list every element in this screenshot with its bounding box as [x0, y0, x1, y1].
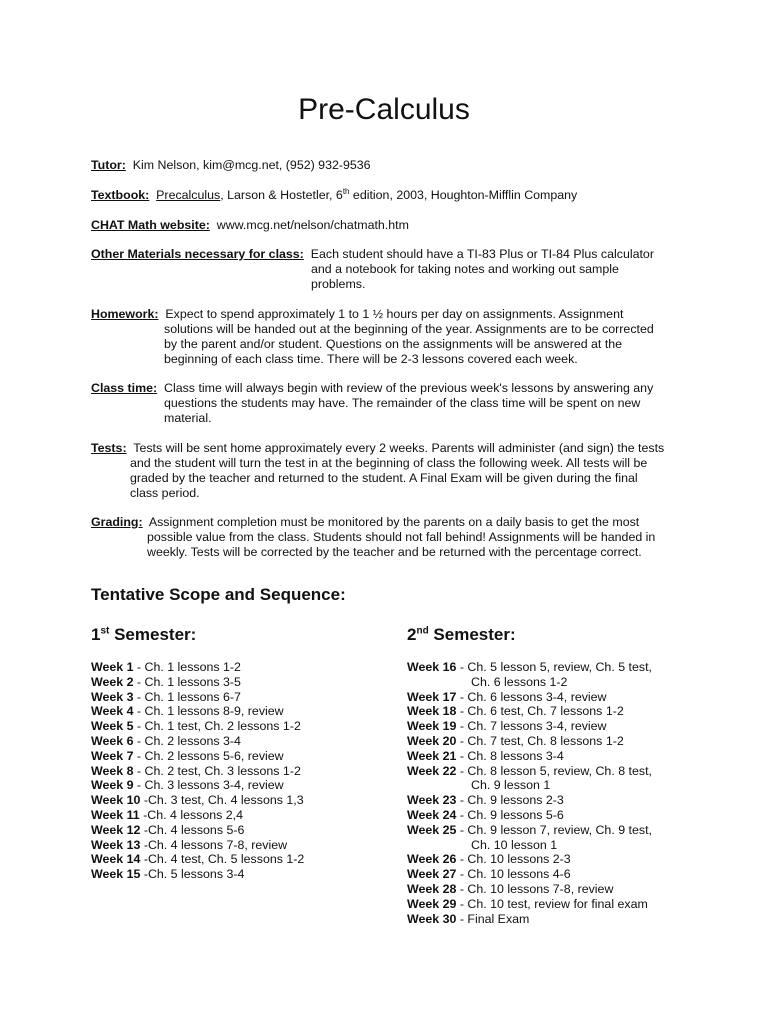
homework-line-4: beginning of each class time. There will be 2-3 lessons covered each week. — [164, 352, 578, 366]
tests-section — [91, 441, 731, 501]
classtime-line-1: Class time will always begin with review of the previous week's lessons by answering any — [164, 381, 654, 395]
homework-label: Homework: — [91, 307, 159, 321]
week-topics-continued: Ch. 9 lesson 1 — [471, 778, 551, 793]
week-label: Week 26 — [407, 852, 457, 867]
week-label: Week 4 — [91, 704, 134, 719]
week-topics: - Ch. 2 lessons 5-6, review — [133, 748, 284, 763]
week-topics: -Ch. 4 lessons 2,4 — [139, 807, 243, 822]
semester-1-week-list — [91, 660, 304, 882]
week-topics: - Ch. 6 lessons 3-4, review — [456, 689, 607, 704]
week-row — [407, 793, 652, 808]
semester-2-week-list — [407, 660, 652, 926]
tests-line-1: Tests will be sent home approximately every 2 weeks. Parents will administer (and sign) the tests — [133, 441, 665, 455]
week-row — [91, 852, 304, 867]
week-row — [91, 719, 304, 734]
week-label: Week 25 — [407, 822, 457, 837]
week-label: Week 3 — [91, 689, 134, 704]
chat-url: www.mcg.net/nelson/chatmath.htm — [216, 218, 409, 232]
week-row — [407, 912, 652, 927]
week-topics: - Ch. 9 lessons 5-6 — [456, 807, 564, 822]
week-row — [91, 808, 304, 823]
week-topics: - Ch. 10 lessons 2-3 — [456, 852, 571, 867]
week-topics: - Ch. 1 test, Ch. 2 lessons 1-2 — [133, 719, 301, 734]
week-label: Week 22 — [407, 763, 457, 778]
materials-label: Other Materials necessary for class: — [91, 247, 304, 261]
week-row — [91, 793, 304, 808]
week-label: Week 20 — [407, 733, 457, 748]
homework-section — [91, 307, 691, 367]
week-topics: - Ch. 2 test, Ch. 3 lessons 1-2 — [133, 763, 301, 778]
week-label: Week 12 — [91, 822, 141, 837]
week-topics: - Ch. 1 lessons 3-5 — [133, 674, 241, 689]
grading-line-2: possible value from the class. Students should not fall behind! Assignments will be handed in — [147, 530, 656, 544]
week-label: Week 29 — [407, 896, 457, 911]
textbook-line — [91, 188, 691, 203]
week-topics: - Ch. 1 lessons 6-7 — [133, 689, 241, 704]
week-topics: - Ch. 7 test, Ch. 8 lessons 1-2 — [456, 733, 624, 748]
week-label: Week 5 — [91, 719, 134, 734]
homework-line-1: Expect to spend approximately 1 to 1 ½ hours per day on assignments. Assignment — [165, 307, 624, 321]
semester-2-number: 2 — [407, 625, 417, 644]
week-label: Week 9 — [91, 778, 134, 793]
week-row — [91, 704, 304, 719]
classtime-line-2: questions the students may have. The remainder of the class time will be spent on new — [164, 396, 641, 410]
week-label: Week 17 — [407, 689, 457, 704]
week-topics: - Ch. 8 lessons 3-4 — [456, 748, 564, 763]
classtime-label: Class time: — [91, 381, 158, 395]
week-row — [407, 867, 652, 882]
week-row — [407, 749, 652, 764]
week-topics: -Ch. 3 test, Ch. 4 lessons 1,3 — [140, 793, 304, 808]
week-row — [407, 882, 652, 897]
week-row — [91, 823, 304, 838]
week-label: Week 24 — [407, 807, 457, 822]
tests-line-3: graded by the teacher and returned to the student. A Final Exam will be given during the final — [130, 471, 638, 485]
textbook-detail-b: edition, 2003, Houghton-Mifflin Company — [349, 188, 578, 202]
week-label: Week 16 — [407, 660, 457, 674]
week-label: Week 15 — [91, 867, 141, 882]
chat-line — [91, 218, 691, 233]
week-topics: - Ch. 9 lesson 7, review, Ch. 9 test, — [456, 822, 652, 837]
tests-line-2: and the student will turn the test in at the beginning of class the following week. All tests will be — [130, 456, 648, 470]
tutor-line — [91, 158, 691, 173]
week-row — [91, 734, 304, 749]
week-row — [407, 808, 652, 823]
classtime-section — [91, 381, 711, 426]
week-row — [91, 778, 304, 793]
grading-line-3: weekly. Tests will be corrected by the teacher and be returned with the percentage correct. — [147, 545, 642, 559]
week-label: Week 7 — [91, 748, 134, 763]
scope-heading: Tentative Scope and Sequence: — [91, 585, 346, 604]
week-topics: - Ch. 1 lessons 1-2 — [133, 660, 241, 674]
homework-line-2: solutions will be handed out at the beginning of the year. Assignments are to be corrected — [164, 322, 654, 336]
week-label: Week 30 — [407, 911, 457, 926]
page-title: Pre-Calculus — [298, 93, 470, 126]
week-row — [91, 764, 304, 779]
week-label: Week 1 — [91, 660, 134, 674]
week-topics: - Ch. 10 test, review for final exam — [456, 896, 648, 911]
tutor-text: Kim Nelson, kim@mcg.net, (952) 932-9536 — [132, 158, 371, 172]
week-topics: -Ch. 5 lessons 3-4 — [140, 867, 245, 882]
textbook-detail-a: , Larson & Hostetler, 6 — [220, 188, 343, 202]
week-label: Week 8 — [91, 763, 134, 778]
classtime-line-3: material. — [164, 411, 212, 425]
week-label: Week 27 — [407, 867, 457, 882]
semester-1-number: 1 — [91, 625, 101, 644]
week-row — [407, 764, 652, 779]
grading-section — [91, 515, 711, 560]
week-topics: -Ch. 4 lessons 7-8, review — [140, 837, 288, 852]
week-label: Week 23 — [407, 793, 457, 808]
materials-section — [91, 247, 691, 292]
week-label: Week 14 — [91, 852, 141, 867]
semester-2-label: Semester: — [428, 625, 516, 644]
week-topics: -Ch. 4 lessons 5-6 — [140, 822, 245, 837]
week-topics: - Ch. 1 lessons 8-9, review — [133, 704, 284, 719]
week-row — [407, 823, 652, 838]
week-row — [91, 749, 304, 764]
textbook-edition-sup: th — [342, 186, 350, 196]
tests-line-4: class period. — [130, 486, 200, 500]
week-topics-continued: Ch. 10 lesson 1 — [471, 837, 558, 852]
semester-2-sup: nd — [416, 625, 429, 637]
materials-line-1: Each student should have a TI-83 Plus or TI-84 Plus calculator — [310, 247, 654, 261]
week-label: Week 11 — [91, 807, 140, 822]
semester-1-heading — [91, 625, 196, 645]
week-row — [407, 719, 652, 734]
week-row — [91, 675, 304, 690]
week-label: Week 13 — [91, 837, 141, 852]
week-row — [91, 660, 304, 675]
week-row — [91, 690, 304, 705]
week-row — [407, 734, 652, 749]
tests-label: Tests: — [91, 441, 127, 455]
textbook-label: Textbook: — [91, 188, 150, 202]
week-topics: - Ch. 9 lessons 2-3 — [456, 793, 564, 808]
week-topics: - Ch. 10 lessons 4-6 — [456, 867, 571, 882]
materials-line-2: and a notebook for taking notes and working out sample — [311, 262, 619, 276]
week-topics: - Ch. 10 lessons 7-8, review — [456, 881, 614, 896]
week-row — [407, 690, 652, 705]
chat-label: CHAT Math website: — [91, 218, 210, 232]
week-label: Week 2 — [91, 674, 134, 689]
grading-label: Grading: — [91, 515, 143, 529]
semester-2-heading — [407, 625, 516, 645]
week-row — [91, 838, 304, 853]
week-topics: - Ch. 5 lesson 5, review, Ch. 5 test, — [456, 660, 652, 674]
week-label: Week 19 — [407, 719, 457, 734]
week-topics: - Ch. 7 lessons 3-4, review — [456, 719, 607, 734]
week-topics: - Ch. 3 lessons 3-4, review — [133, 778, 284, 793]
week-topics: - Ch. 2 lessons 3-4 — [133, 733, 241, 748]
week-topics: - Final Exam — [456, 911, 530, 926]
week-label: Week 21 — [407, 748, 457, 763]
week-topics: - Ch. 6 test, Ch. 7 lessons 1-2 — [456, 704, 624, 719]
week-label: Week 18 — [407, 704, 457, 719]
semester-1-sup: st — [100, 625, 110, 637]
textbook-title: Precalculus — [156, 188, 221, 202]
week-topics: -Ch. 4 test, Ch. 5 lessons 1-2 — [140, 852, 305, 867]
tutor-label: Tutor: — [91, 158, 126, 172]
week-topics-continued: Ch. 6 lessons 1-2 — [471, 674, 568, 689]
week-row — [91, 867, 304, 882]
week-topics: - Ch. 8 lesson 5, review, Ch. 8 test, — [456, 763, 652, 778]
grading-line-1: Assignment completion must be monitored by the parents on a daily basis to get the most — [148, 515, 640, 529]
week-row — [407, 852, 652, 867]
week-label: Week 6 — [91, 733, 134, 748]
semester-1-label: Semester: — [109, 625, 197, 644]
week-row — [407, 704, 652, 719]
week-label: Week 10 — [91, 793, 141, 808]
week-row — [407, 897, 652, 912]
week-label: Week 28 — [407, 881, 457, 896]
homework-line-3: by the parent and/or student. Questions on the assignments will be answered at the — [164, 337, 623, 351]
week-row — [407, 660, 652, 675]
materials-line-3: problems. — [311, 277, 366, 291]
